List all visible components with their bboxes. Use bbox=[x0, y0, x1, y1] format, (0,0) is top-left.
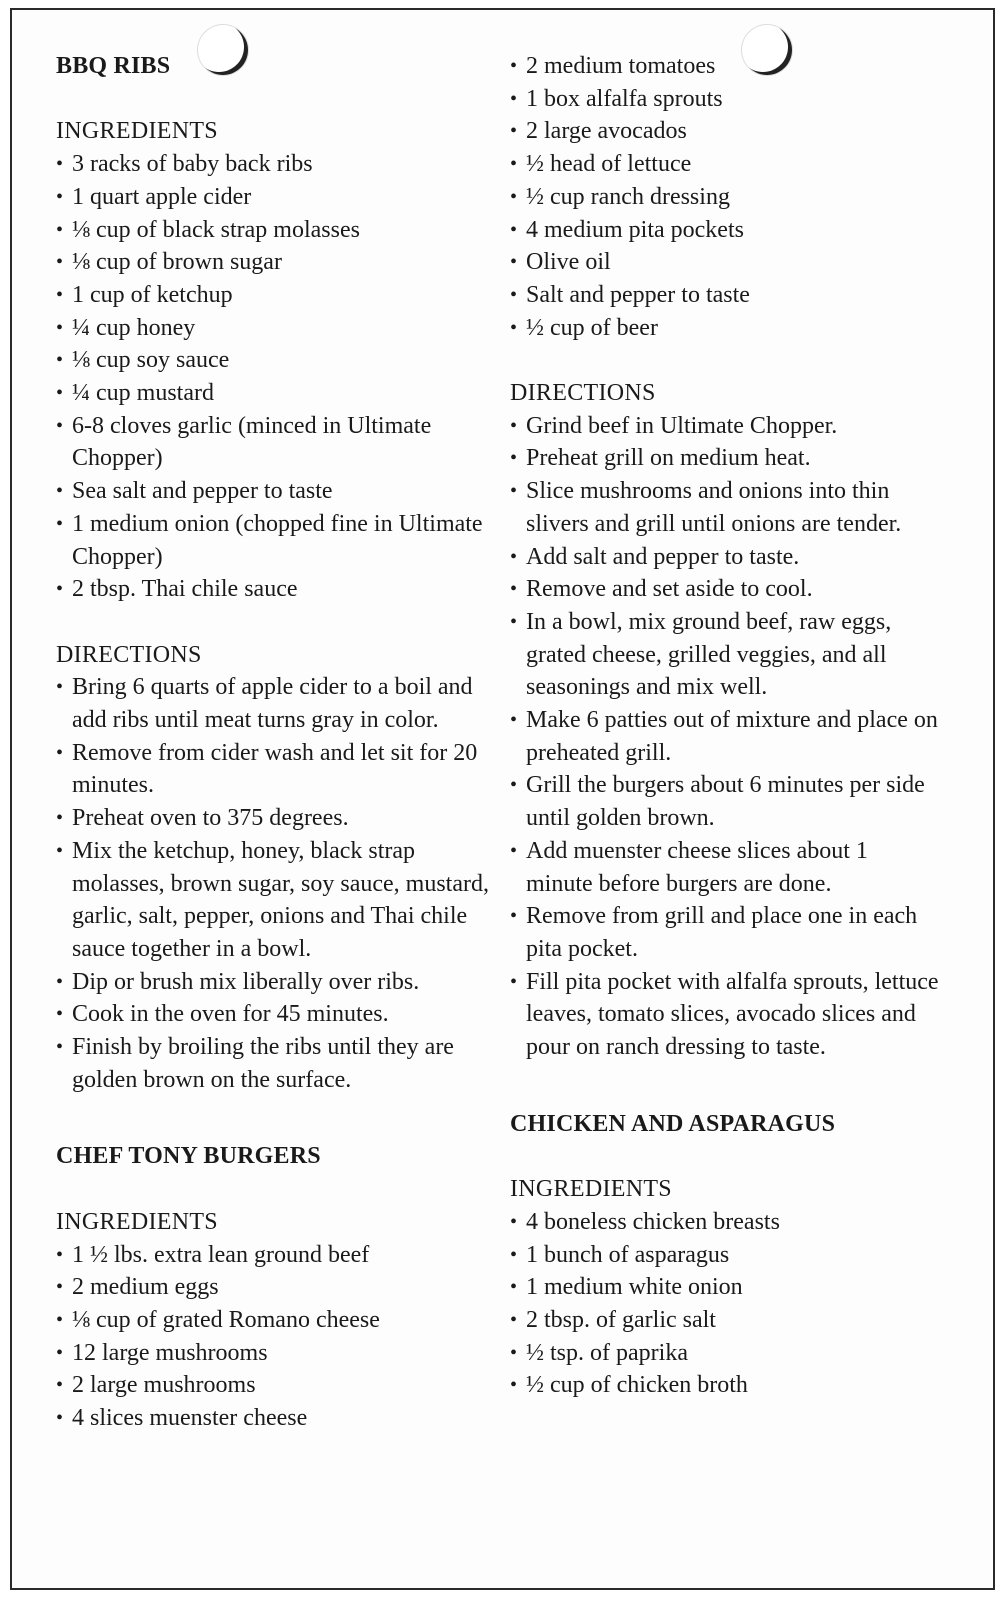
list-item: • Grind beef in Ultimate Chopper. bbox=[510, 410, 940, 443]
list-item: • Cook in the oven for 45 minutes. bbox=[56, 998, 502, 1031]
list-item: • Add salt and pepper to taste. bbox=[510, 541, 940, 574]
list-item: • Remove and set aside to cool. bbox=[510, 573, 940, 606]
spacer bbox=[510, 344, 940, 377]
bbq-ribs-directions-list bbox=[56, 671, 502, 1096]
list-item: • Remove from cider wash and let sit for 20 minutes. bbox=[56, 737, 502, 802]
spacer bbox=[56, 1173, 502, 1206]
spacer bbox=[510, 1064, 940, 1108]
left-column bbox=[56, 50, 502, 1435]
bbq-ribs-ingredients-list bbox=[56, 148, 502, 606]
burgers-directions-list bbox=[510, 410, 940, 1064]
burgers-ingredients-list-left bbox=[56, 1239, 502, 1435]
list-item: • ½ tsp. of paprika bbox=[510, 1337, 940, 1370]
spacer bbox=[56, 83, 502, 116]
list-item: • ½ cup of beer bbox=[510, 312, 940, 345]
list-item: • 1 ½ lbs. extra lean ground beef bbox=[56, 1239, 502, 1272]
list-item: • 1 medium white onion bbox=[510, 1271, 940, 1304]
list-item: • 12 large mushrooms bbox=[56, 1337, 502, 1370]
burgers-ingredients-label: INGREDIENTS bbox=[56, 1208, 218, 1235]
list-item: • Fill pita pocket with alfalfa sprouts, lettuce leaves, tomato slices, avocado slices and pour on ranch dressing to taste. bbox=[510, 966, 940, 1064]
list-item: • 1 cup of ketchup bbox=[56, 279, 502, 312]
bbq-ribs-title: BBQ RIBS bbox=[56, 53, 171, 79]
burgers-ingredients-list-right bbox=[510, 50, 940, 344]
list-item: • Add muenster cheese slices about 1 minute before burgers are done. bbox=[510, 835, 940, 900]
list-item: • 1 box alfalfa sprouts bbox=[510, 83, 940, 116]
list-item: • Grill the burgers about 6 minutes per side until golden brown. bbox=[510, 769, 940, 834]
list-item: • 4 slices muenster cheese bbox=[56, 1402, 502, 1435]
right-column bbox=[510, 50, 940, 1402]
list-item: • ¼ cup mustard bbox=[56, 377, 502, 410]
list-item: • ⅛ cup of black strap molasses bbox=[56, 214, 502, 247]
list-item: • ⅛ cup soy sauce bbox=[56, 344, 502, 377]
bbq-ribs-ingredients-label: INGREDIENTS bbox=[56, 118, 218, 145]
list-item: • ½ cup ranch dressing bbox=[510, 181, 940, 214]
list-item: • 3 racks of baby back ribs bbox=[56, 148, 502, 181]
list-item: • ½ head of lettuce bbox=[510, 148, 940, 181]
list-item: • Dip or brush mix liberally over ribs. bbox=[56, 966, 502, 999]
list-item: • Preheat oven to 375 degrees. bbox=[56, 802, 502, 835]
list-item: • ¼ cup honey bbox=[56, 312, 502, 345]
list-item: • ⅛ cup of grated Romano cheese bbox=[56, 1304, 502, 1337]
list-item: • 1 quart apple cider bbox=[56, 181, 502, 214]
spacer bbox=[56, 606, 502, 639]
list-item: • Sea salt and pepper to taste bbox=[56, 475, 502, 508]
list-item: • Mix the ketchup, honey, black strap molasses, brown sugar, soy sauce, mustard, garlic, salt, pepper, onions and Thai chile sauce together in a bowl. bbox=[56, 835, 502, 966]
list-item: • 2 medium eggs bbox=[56, 1271, 502, 1304]
list-item: • Preheat grill on medium heat. bbox=[510, 442, 940, 475]
list-item: • Slice mushrooms and onions into thin slivers and grill until onions are tender. bbox=[510, 475, 940, 540]
spacer bbox=[56, 1096, 502, 1140]
bbq-ribs-directions-label: DIRECTIONS bbox=[56, 641, 202, 668]
list-item: • Remove from grill and place one in each pita pocket. bbox=[510, 900, 940, 965]
list-item: • 4 medium pita pockets bbox=[510, 214, 940, 247]
spacer bbox=[510, 1140, 940, 1173]
recipe-page bbox=[10, 8, 995, 1590]
list-item: • Finish by broiling the ribs until they are golden brown on the surface. bbox=[56, 1031, 502, 1096]
list-item: • Olive oil bbox=[510, 246, 940, 279]
list-item: • 1 medium onion (chopped fine in Ultimate Chopper) bbox=[56, 508, 502, 573]
list-item: • Make 6 patties out of mixture and place on preheated grill. bbox=[510, 704, 940, 769]
list-item: • 2 medium tomatoes bbox=[510, 50, 940, 83]
list-item: • Salt and pepper to taste bbox=[510, 279, 940, 312]
list-item: • 2 large mushrooms bbox=[56, 1369, 502, 1402]
list-item: • ⅛ cup of brown sugar bbox=[56, 246, 502, 279]
list-item: • 4 boneless chicken breasts bbox=[510, 1206, 940, 1239]
chicken-ingredients-label: INGREDIENTS bbox=[510, 1176, 672, 1203]
list-item: • ½ cup of chicken broth bbox=[510, 1369, 940, 1402]
chicken-ingredients-list bbox=[510, 1206, 940, 1402]
list-item: • 2 tbsp. Thai chile sauce bbox=[56, 573, 502, 606]
list-item: • Bring 6 quarts of apple cider to a boil and add ribs until meat turns gray in color. bbox=[56, 671, 502, 736]
list-item: • 2 large avocados bbox=[510, 115, 940, 148]
burgers-title: CHEF TONY BURGERS bbox=[56, 1143, 321, 1170]
list-item: • 6-8 cloves garlic (minced in Ultimate Chopper) bbox=[56, 410, 502, 475]
burgers-directions-label: DIRECTIONS bbox=[510, 380, 656, 407]
chicken-asparagus-title: CHICKEN AND ASPARAGUS bbox=[510, 1110, 836, 1137]
list-item: • 2 tbsp. of garlic salt bbox=[510, 1304, 940, 1337]
list-item: • 1 bunch of asparagus bbox=[510, 1239, 940, 1272]
list-item: • In a bowl, mix ground beef, raw eggs, grated cheese, grilled veggies, and all seasonings and mix well. bbox=[510, 606, 940, 704]
